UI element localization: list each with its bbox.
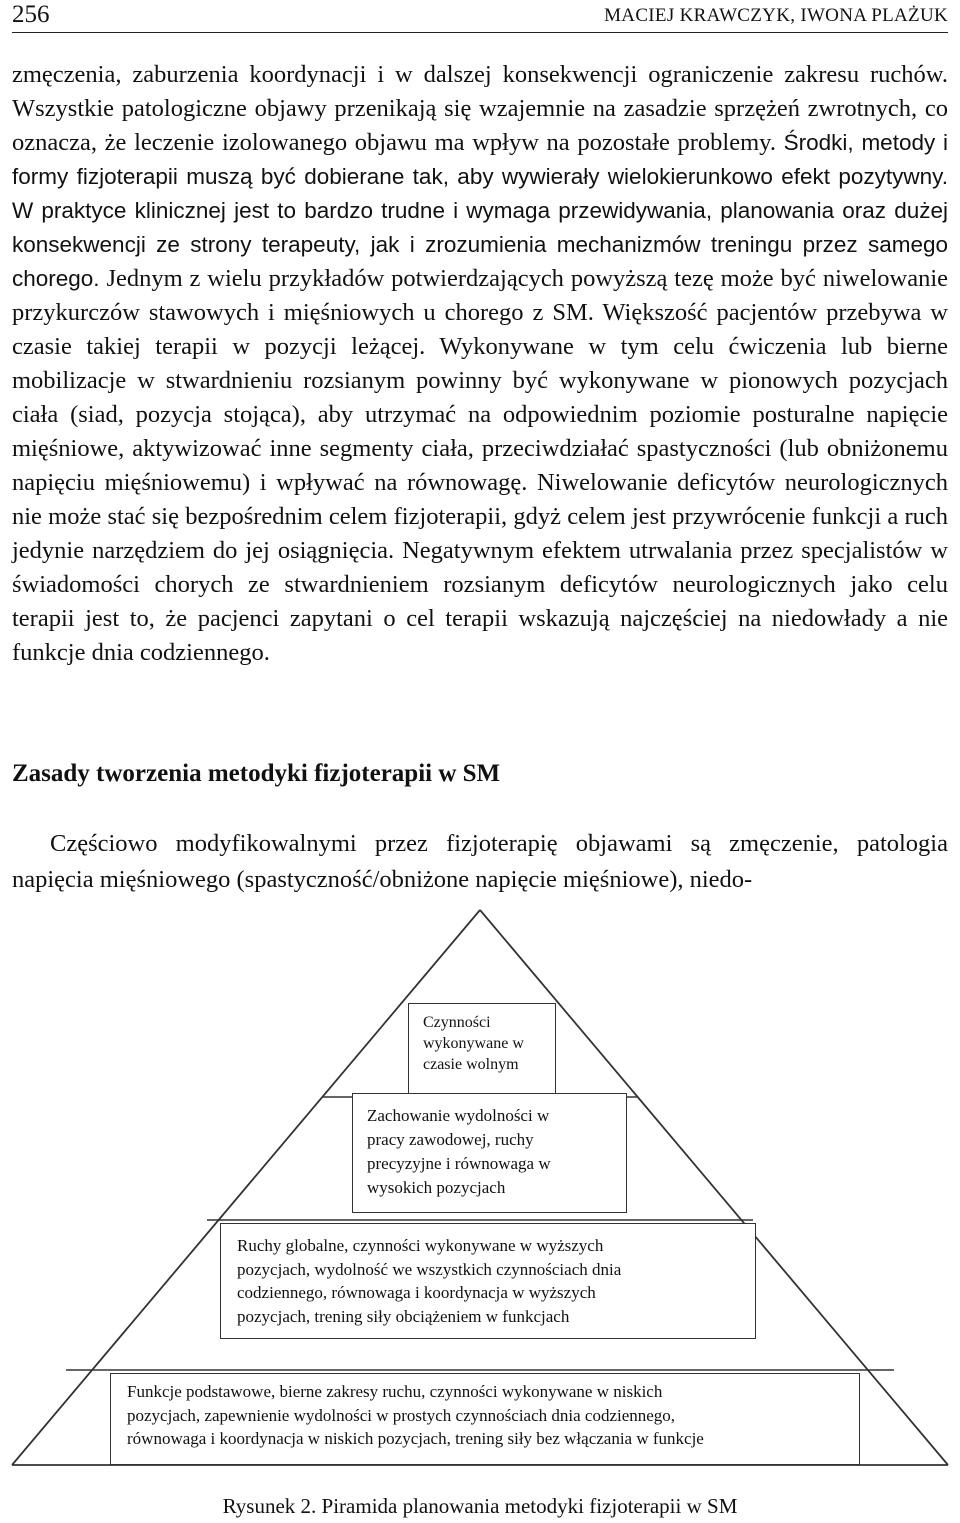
body-paragraph-1: [12, 58, 948, 670]
figure-caption: Rysunek 2. Piramida planowania metodyki fizjoterapii w SM: [222, 1494, 738, 1518]
running-head: MACIEJ KRAWCZYK, IWONA PLAŻUK: [604, 5, 948, 26]
body-paragraph-2: Częściowo modyfikowalnymi przez fizjoterapię objawami są zmęczenie, patologia napięcia mięśniowego (spastyczność/obniżone napięcie mięśniowe), niedo-: [12, 830, 948, 893]
pyramid-level-global-movements: Ruchy globalne, czynności wykonywane w wyższych pozycjach, wydolność we wszystkich czynnościach dnia codziennego, równowaga i koordynacja w wyższych pozycjach, trening siły obciążeniem w funkcjach: [220, 1223, 756, 1339]
page-number: 256: [12, 1, 50, 28]
page-header: [12, 0, 948, 33]
pyramid-level-work-capacity: Zachowanie wydolności w pracy zawodowej, ruchy precyzyjne i równowaga w wysokich pozycjach: [352, 1093, 627, 1213]
pyramid-level-leisure: Czynności wykonywane w czasie wolnym: [408, 1003, 556, 1095]
section-heading: Zasady tworzenia metodyki fizjoterapii w SM: [12, 760, 501, 787]
paragraph-1-part-1: zmęczenia, zaburzenia koordynacji i w dalszej konsekwencji ograniczenie zakresu ruchów. Wszystkie patologiczne objawy przenikają się wzajemnie na zasadzie sprzężeń zwrotnych, co oznacza, że leczenie izolowanego objawu ma wpływ na pozostałe problemy.: [12, 61, 948, 156]
pyramid-level-basic-functions: Funkcje podstawowe, bierne zakresy ruchu, czynności wykonywane w niskich pozycjach, zapewnienie wydolności w prostych czynnościach dnia codziennego, równowaga i koordynacja w niskich pozycjach, trening siły bez włączania w funkcje: [110, 1373, 860, 1465]
paragraph-1-part-2: Środki, metody i formy fizjoterapii muszą być dobierane tak, aby wywierały wielokierunkowo efekt pozytywny. W praktyce klinicznej jest to bardzo trudne i wymaga przewidywania, planowania oraz dużej konsekwencji ze strony terapeuty, jak i zrozumienia mechanizmów treningu przez samego chorego.: [12, 130, 949, 291]
pyramid-figure: [0, 905, 960, 1475]
paragraph-1-part-3: Jednym z wielu przykładów potwierdzających powyższą tezę może być niwelowanie przykurczów stawowych i mięśniowych u chorego z SM. Większość pacjentów przebywa w czasie takiej terapii w pozycji leżącej. Wykonywane w tym celu ćwiczenia lub bierne mobilizacje w stwardnieniu rozsianym powinny być wykonywane w pionowych pozycjach ciała (siad, pozycja stojąca), aby utrzymać na odpowiednim poziomie posturalne napięcie mięśniowe, aktywizować inne segmenty ciała, przeciwdziałać spastyczności (lub obniżonemu napięciu mięśniowemu) i wpływać na równowagę. Niwelowanie deficytów neurologicznych nie może stać się bezpośrednim celem fizjoterapii, gdyż celem jest przywrócenie funkcji a ruch jedynie narzędziem do jej osiągnięcia. Negatywnym efektem utrwalania przez specjalistów w świadomości chorych ze stwardnieniem rozsianym deficytów neurologicznych jako celu terapii jest to, że pacjenci zapytani o cel terapii wskazują najczęściej na niedowłady a nie funkcje dnia codziennego.: [12, 265, 948, 666]
